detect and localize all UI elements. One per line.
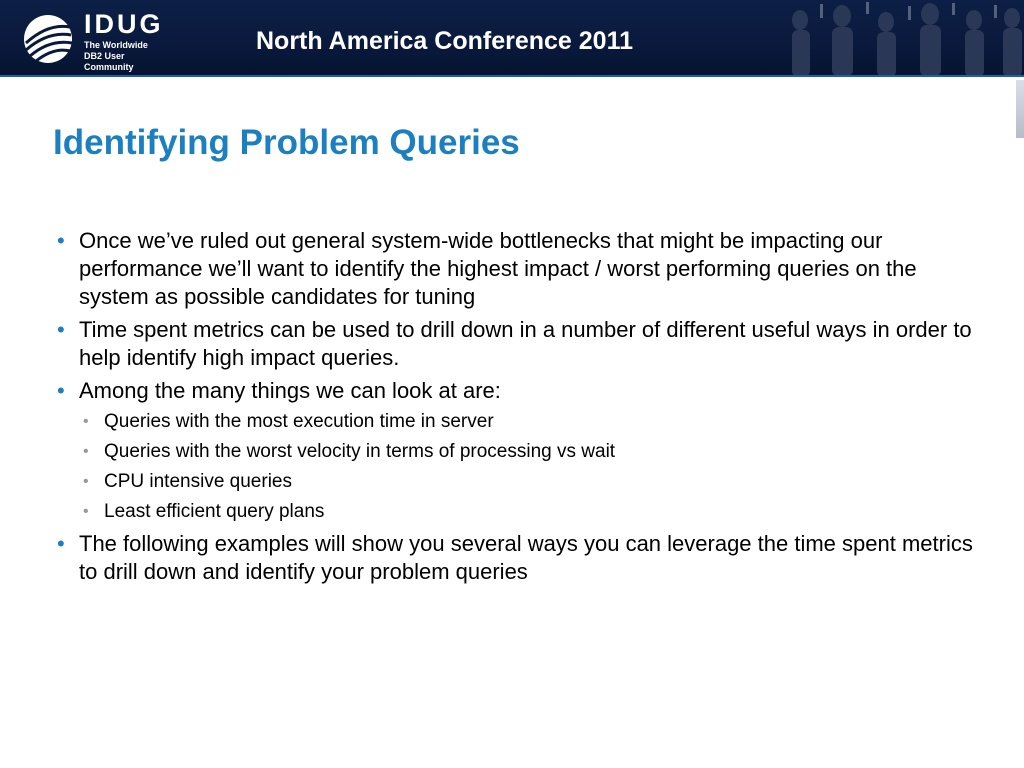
header-divider	[0, 75, 1024, 77]
logo-wordmark: IDUG	[84, 9, 164, 39]
bullet-item	[57, 530, 987, 586]
bullet-text: The following examples will show you several ways you can leverage the time spent metrics to drill down and identify your problem queries	[79, 531, 973, 584]
bullet-item	[57, 316, 987, 372]
bullet-text: Once we’ve ruled out general system-wide bottlenecks that might be impacting our performance we’ll want to identify the highest impact / worst performing queries on the system as possible candidates for tuning	[79, 228, 917, 309]
bullet-dot-icon: •	[57, 378, 65, 403]
bullet-dot-icon: •	[57, 531, 65, 556]
sub-bullet-dot-icon: •	[83, 443, 89, 460]
sub-bullet-item	[57, 440, 987, 464]
bullet-text: Among the many things we can look at are:	[79, 378, 501, 403]
sub-bullet-text: Queries with the most execution time in server	[104, 411, 494, 432]
sub-bullet-text: CPU intensive queries	[104, 471, 292, 492]
slide-title: Identifying Problem Queries	[53, 123, 520, 162]
sub-bullet-text: Queries with the worst velocity in terms of processing vs wait	[104, 441, 616, 462]
sub-bullet-dot-icon: •	[83, 473, 89, 490]
globe-logo-icon	[22, 13, 74, 65]
bullet-dot-icon: •	[57, 228, 65, 253]
idug-logo	[22, 9, 172, 72]
side-image-strip	[1016, 80, 1024, 138]
sub-bullet-item	[57, 410, 987, 434]
sub-bullet-text: Least efficient query plans	[104, 501, 325, 522]
bullet-item	[57, 377, 987, 405]
sub-bullet-item	[57, 500, 987, 524]
bullet-item	[57, 227, 987, 311]
sub-bullet-dot-icon: •	[83, 503, 89, 520]
crowd-silhouette-image	[780, 0, 1024, 77]
conference-title: North America Conference 2011	[256, 27, 634, 55]
sub-bullet-item	[57, 470, 987, 494]
logo-subtitle: The Worldwide DB2 User Community	[84, 40, 148, 72]
header-banner	[0, 0, 1024, 77]
bullet-text: Time spent metrics can be used to drill down in a number of different useful ways in order to help identify high impact queries.	[79, 317, 972, 370]
sub-bullet-dot-icon: •	[83, 413, 89, 430]
slide-body	[57, 227, 987, 591]
bullet-dot-icon: •	[57, 317, 65, 342]
